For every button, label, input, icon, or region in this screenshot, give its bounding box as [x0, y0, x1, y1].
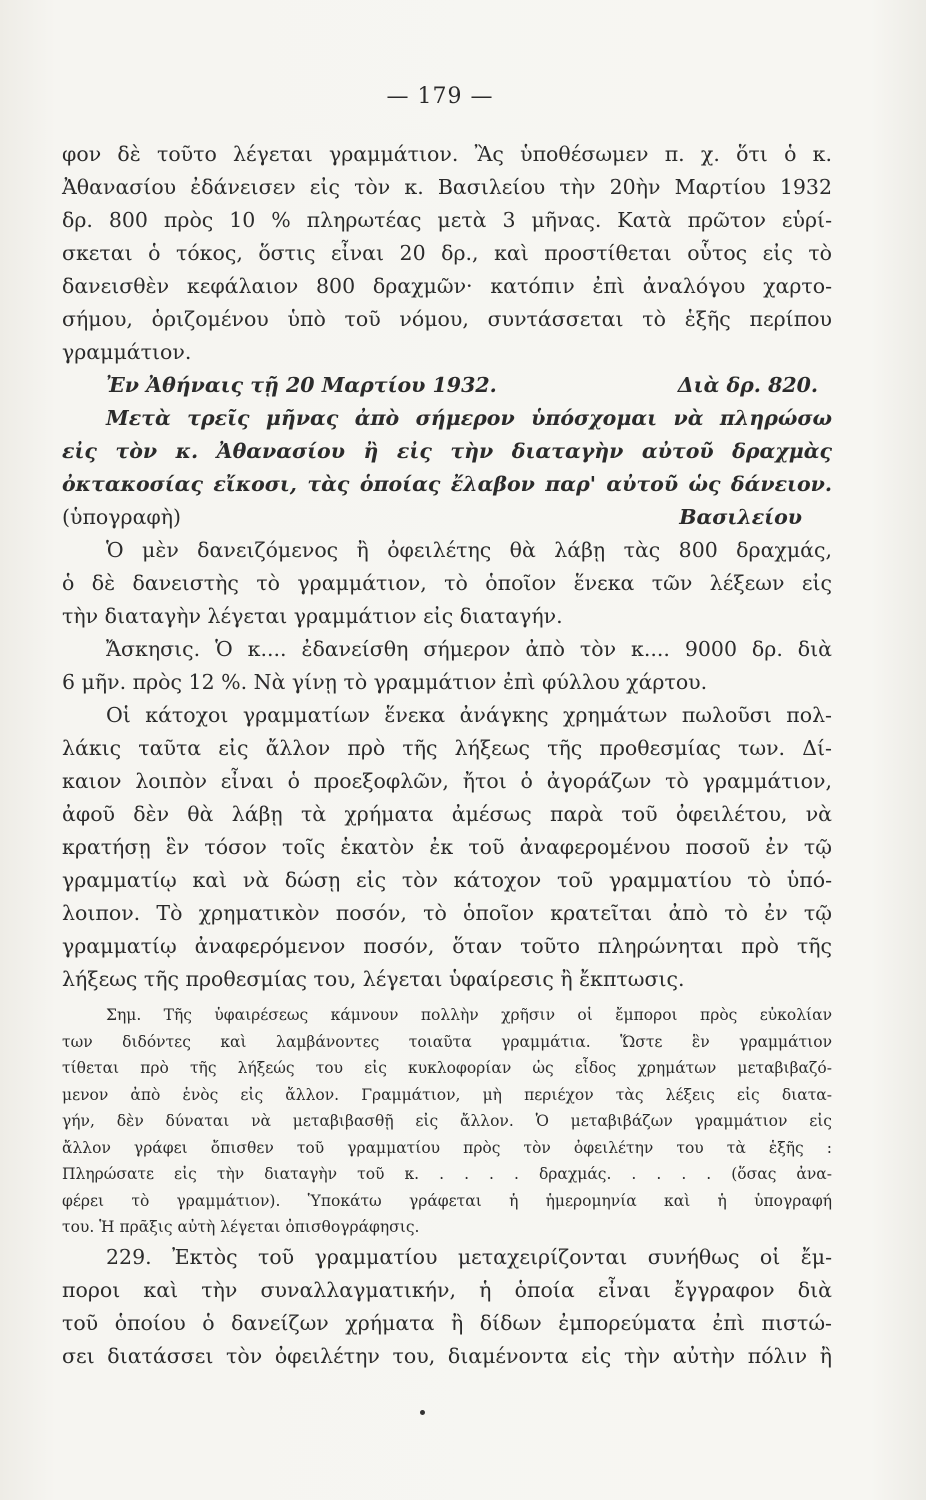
text-line: καιον λοιπὸν εἶναι ὁ προεξοφλῶν, ἤτοι ὁ ἀγοράζων τὸ γραμμάτιον,: [62, 769, 832, 793]
text-line: σκεται ὁ τόκος, ὅστις εἶναι 20 δρ., καὶ προστίθεται οὗτος εἰς τὸ: [62, 241, 832, 265]
example-place-date: Ἐν Ἀθήναις τῇ 20 Μαρτίου 1932.: [106, 373, 497, 397]
text-line: ὁ δὲ δανειστὴς τὸ γραμμάτιον, τὸ ὁποῖον ἕνεκα τῶν λέξεων εἰς: [62, 571, 832, 595]
text-line: γραμμάτιον.: [62, 340, 192, 364]
footnote: [62, 1002, 832, 1241]
example-line: Μετὰ τρεῖς μῆνας ἀπὸ σήμερον ὑπόσχομαι νὰ πληρώσω: [106, 406, 832, 430]
exercise: [62, 633, 832, 699]
promissory-note-example: [62, 369, 832, 534]
text-line: τὴν διαταγὴν λέγεται γραμμάτιον εἰς διαταγήν.: [62, 604, 563, 628]
note-line: των διδόντες καὶ λαμβάνοντες τοιαῦτα γραμμάτια. Ὥστε ἓν γραμμάτιον: [62, 1032, 832, 1051]
example-line: εἰς τὸν κ. Ἀθανασίου ἢ εἰς τὴν διαταγὴν αὐτοῦ δραχμὰς: [62, 439, 832, 463]
note-line: μενον ἀπὸ ἑνὸς εἰς ἄλλον. Γραμμάτιον, μὴ περιέχον τὰς λέξεις εἰς διατα-: [62, 1085, 832, 1104]
text-line: λήξεως τῆς προθεσμίας του, λέγεται ὑφαίρεσις ἢ ἔκπτωσις.: [62, 967, 685, 991]
text-line: Ἀθανασίου ἐδάνεισεν εἰς τὸν κ. Βασιλείου τὴν 20ὴν Μαρτίου 1932: [62, 175, 832, 199]
text-line: φον δὲ τοῦτο λέγεται γραμμάτιον. Ἂς ὑποθέσωμεν π. χ. ὅτι ὁ κ.: [62, 142, 832, 166]
note-line: φέρει τὸ γραμμάτιον). Ὑποκάτω γράφεται ἡ ἡμερομηνία καὶ ἡ ὑπογραφή: [62, 1191, 832, 1210]
text-line: ποροι καὶ τὴν συναλλαγματικήν, ἡ ὁποία εἶναι ἔγγραφον διὰ: [62, 1277, 832, 1302]
text-line: λάκις ταῦτα εἰς ἄλλον πρὸ τῆς λήξεως τῆς προθεσμίας των. Δί-: [62, 736, 832, 760]
note-line: Πληρώσατε εἰς τὴν διαταγὴν τοῦ κ. . . . . δραχμάς. . . . . (ὅσας ἀνα-: [62, 1165, 832, 1183]
note-line: του. Ἡ πρᾶξις αὐτὴ λέγεται ὀπισθογράφησις.: [62, 1218, 420, 1236]
text-line: γραμματίῳ καὶ νὰ δώσῃ εἰς τὸν κάτοχον τοῦ γραμματίου τὸ ὑπό-: [62, 868, 832, 892]
signature-name: Βασιλείου: [679, 505, 802, 529]
text-line: δρ. 800 πρὸς 10 % πληρωτέας μετὰ 3 μῆνας. Κατὰ πρῶτον εὑρί-: [62, 208, 832, 232]
text-line: Οἱ κάτοχοι γραμματίων ἕνεκα ἀνάγκης χρημάτων πωλοῦσι πολ-: [106, 703, 832, 727]
text-line: Ὁ μὲν δανειζόμενος ἢ ὀφειλέτης θὰ λάβῃ τὰς 800 δραχμάς,: [106, 538, 832, 562]
text-line: γραμματίῳ ἀναφερόμενον ποσόν, ὅταν τοῦτο πληρώνηται πρὸ τῆς: [62, 934, 832, 958]
text-line: σει διατάσσει τὸν ὀφειλέτην του, διαμένοντα εἰς τὴν αὐτὴν πόλιν ἢ: [62, 1343, 832, 1368]
paragraph-3: [62, 699, 832, 996]
paragraph-4: [62, 1241, 832, 1373]
text-line: δανεισθὲν κεφάλαιον 800 δραχμῶν· κατόπιν ἐπὶ ἀναλόγου χαρτο-: [62, 274, 832, 298]
example-amount: Διὰ δρ. 820.: [677, 373, 818, 397]
note-line: γήν, δὲν δύναται νὰ μεταβιβασθῇ εἰς ἄλλον. Ὁ μεταβιβάζων γραμμάτιον εἰς: [62, 1112, 832, 1130]
text-line: λοιπον. Τὸ χρηματικὸν ποσόν, τὸ ὁποῖον κρατεῖται ἀπὸ τὸ ἐν τῷ: [62, 901, 832, 925]
ink-dot: [420, 1410, 425, 1415]
page-body: [62, 138, 832, 1373]
note-line: Σημ. Τῆς ὑφαιρέσεως κάμνουν πολλὴν χρῆσιν οἱ ἔμποροι πρὸς εὐκολίαν: [106, 1006, 832, 1024]
text-line: ἀφοῦ δὲν θὰ λάβῃ τὰ χρήματα ἀμέσως παρὰ τοῦ ὀφειλέτου, νὰ: [62, 802, 832, 826]
text-line: 6 μῆν. πρὸς 12 %. Νὰ γίνῃ τὸ γραμμάτιον ἐπὶ φύλλου χάρτου.: [62, 670, 708, 694]
paragraph-1: [62, 138, 832, 369]
example-signature: [62, 501, 832, 534]
example-header: [62, 369, 832, 402]
example-line: ὀκτακοσίας εἴκοσι, τὰς ὁποίας ἔλαβον παρ' αὐτοῦ ὡς δάνειον.: [62, 472, 832, 496]
note-line: ἄλλον γράφει ὄπισθεν τοῦ γραμματίου πρὸς τὸν ὀφειλέτην του τὰ ἑξῆς :: [62, 1138, 832, 1157]
text-line: σήμου, ὁριζομένου ὑπὸ τοῦ νόμου, συντάσσεται τὸ ἑξῆς περίπου: [62, 307, 832, 331]
page-number: — 179 —: [386, 84, 494, 109]
note-line: τίθεται πρὸ τῆς λήξεώς του εἰς κυκλοφορίαν ὡς εἶδος χρημάτων μεταβιβαζό-: [62, 1059, 832, 1077]
text-line: Ἄσκησις. Ὁ κ.... ἐδανείσθη σήμερον ἀπὸ τὸν κ.... 9000 δρ. διὰ: [106, 637, 832, 661]
text-line: τοῦ ὁποίου ὁ δανείζων χρήματα ἢ δίδων ἐμπορεύματα ἐπὶ πιστώ-: [62, 1310, 832, 1335]
text-line: 229. Ἐκτὸς τοῦ γραμματίου μεταχειρίζονται συνήθως οἱ ἔμ-: [106, 1244, 832, 1269]
paragraph-2: [62, 534, 832, 633]
text-line: κρατήσῃ ἓν τόσον τοῖς ἑκατὸν ἐκ τοῦ ἀναφερομένου ποσοῦ ἐν τῷ: [62, 835, 832, 859]
signature-label: (ὑπογραφὴ): [62, 505, 182, 529]
